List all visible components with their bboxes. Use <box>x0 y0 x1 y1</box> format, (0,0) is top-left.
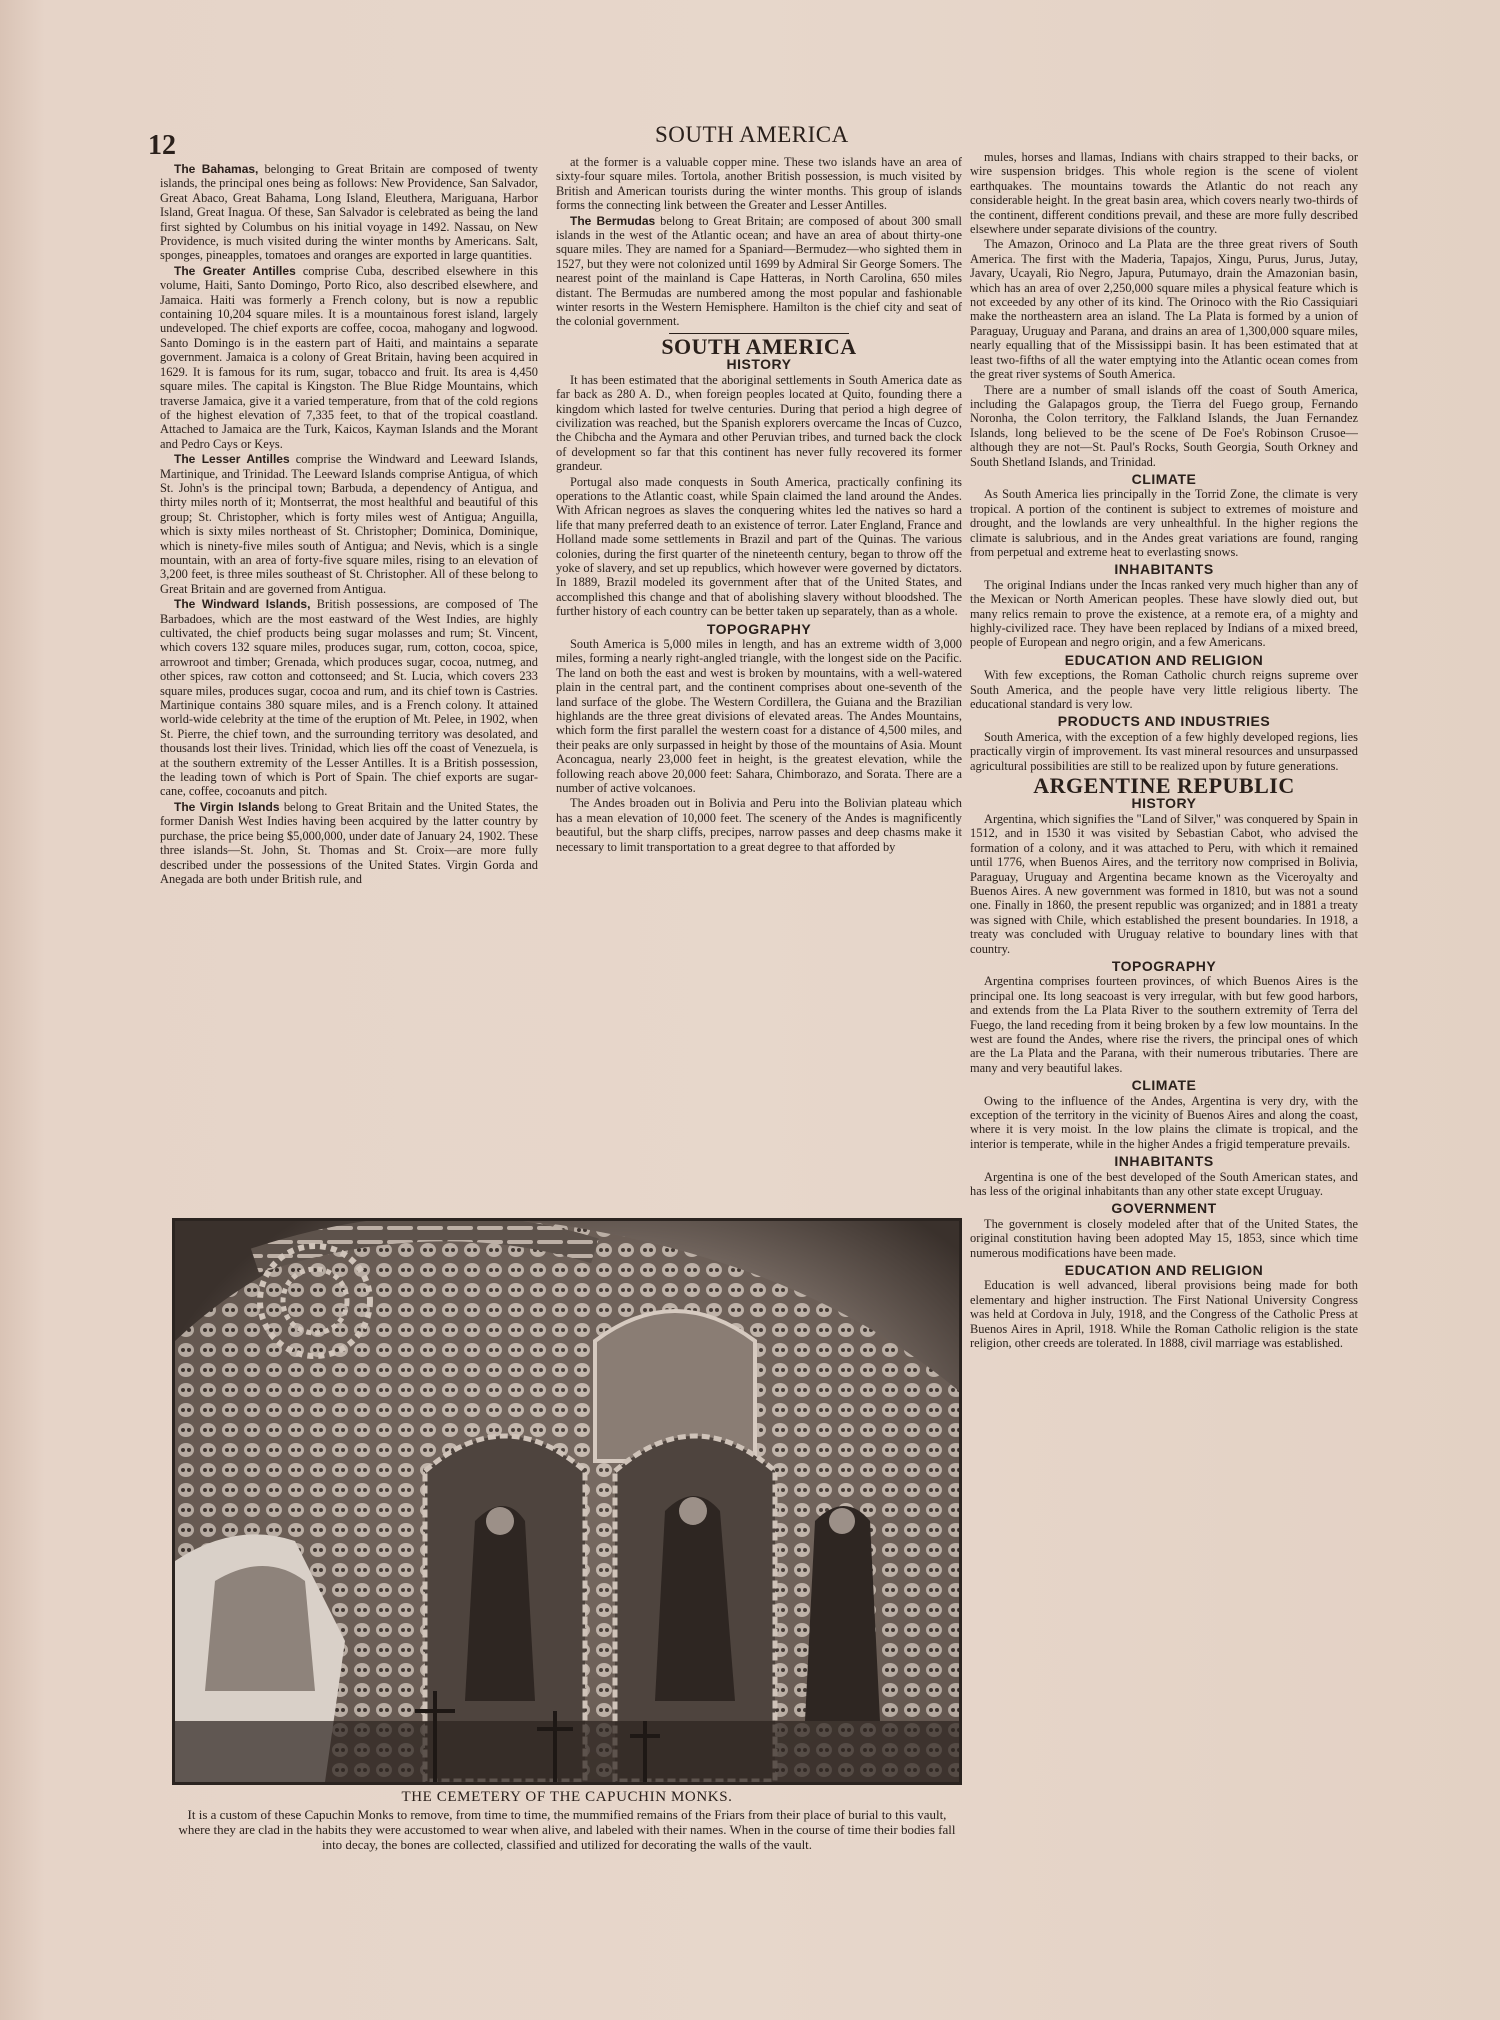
argentina-paragraph: Owing to the influence of the Andes, Argentina is very dry, with the exception of the territory in the vicinity of Buenos Aires and along the coast, where it is very moist. In the low plains the climate is tropical, and the interior is temperate, while in the higher Andes a frigid temperature prevails. <box>970 1093 1358 1151</box>
west-indies-paragraph <box>160 264 538 451</box>
photo-caption <box>172 1790 962 1852</box>
argentina-paragraph: The government is closely modeled after that of the United States, the original constitution having been adopted May 15, 1853, since which time numerous modifications have been made. <box>970 1216 1358 1260</box>
capuchin-cemetery-photo <box>172 1218 962 1785</box>
running-head: SOUTH AMERICA <box>655 122 849 147</box>
west-indies-paragraph <box>160 452 538 596</box>
sa-topography-paragraph: The Amazon, Orinoco and La Plata are the three great rivers of South America. The first with the Maderia, Tapajos, Xingu, Purus, Jurus, Jutay, Javary, Ucayali, Rio Negro, Japura, Putumayo, drain the Amazonian basin, which has an area of over 2,250,000 square miles a physical feature which is not exceeded by any other of its kind. The Orinoco with the Rio Cassiquiari make the northeastern area an island. The La Plata is formed by a union of Paraguay, Uruguay and Parana, and drains an area of 1,300,000 square miles, nearly equalling that of the Mississippi basin. It has been estimated that at least two-fifths of all the water emptying into the Atlantic ocean comes from the great river systems of South America. <box>970 237 1358 382</box>
sa-topography-paragraph: South America is 5,000 miles in length, and has an extreme width of 3,000 miles, forming a nearly right-angled triangle, with the longest side on the Pacific. The land on both the east and west is broken by mountains, with a well-watered plain in the central part, and the continent comprises about one-seventh of the land surface of the globe. The Western Cordillera, the Guiana and the Brazilian highlands are the three great divisions of elevated areas. The Andes Mountains, which form the first parallel the western coast for a distance of 4,500 miles, and their peaks are only surpassed in height by those of the mountains of Asia. Mount Aconcagua, nearly 23,000 feet in height, is the greatest elevation, while the following reach above 20,000 feet: Sahara, Chimborazo, and Sorata. There are a number of active volcanoes. <box>556 637 962 796</box>
paragraph-lead: The Greater Antilles <box>174 263 296 278</box>
paragraph-lead: The Bermudas <box>570 213 656 228</box>
argentina-subhead: EDUCATION AND RELIGION <box>1064 1262 1264 1279</box>
paragraph-text: British possessions, are composed of The Barbadoes, which are the most eastward of the West Indies, are highly cultivated, the chief products being sugar molasses and rum; St. Vincent, which covers 132 square miles, produces sugar, rum, cotton, cocoa, spice, arrowroot and timber; Grenada, which produces sugar, cocoa, nutmeg, and other spices, raw cotton and cottonseed; and St. Lucia, which covers 233 square miles, produces sugar, cocoa and rum, and its chief town is Castries. Martinique contains 380 square miles, and is a French colony. It attained world-wide celebrity at the time of the eruption of Mt. Pelee, in 1902, when St. Pierre, the chief town, and the surrounding territory was desolated, and thousands lost their lives. Trinidad, which lies off the coast of Venezuela, is at the southern extremity of the Lesser Antilles. It is a British possession, the leading town of which is Port of Spain. The chief exports are sugar-cane, coffee, cocoanuts and pitch. <box>160 597 538 799</box>
paragraph-lead: The Windward Islands, <box>174 597 311 612</box>
argentina-subhead: CLIMATE <box>1131 1077 1197 1094</box>
paragraph-text: at the former is a valuable copper mine. These two islands have an area of sixty-four square miles. Tortola, another British possession, is much visited by British and American tourists during the winter months. This group of islands forms the connecting link between the Greater and Lesser Antilles. <box>556 155 962 213</box>
south-america-subhead: EDUCATION AND RELIGION <box>1064 651 1264 668</box>
west-indies-paragraph <box>160 597 538 799</box>
caption-text: It is a custom of these Capuchin Monks to remove, from time to time, the mummified remains of the Friars from their place of burial to this vault, where they are clad in the habits they were accustomed to wear when alive, and labeled with their names. When in the course of time their bodies fall into decay, the bones are collected, classified and utilized for decorating the walls of the vault. <box>178 1807 956 1852</box>
sa-topography-paragraph: The Andes broaden out in Bolivia and Peru into the Bolivian plateau which has a mean elevation of 10,000 feet. The scenery of the Andes is magnificently beautiful, but the sharp cliffs, precipes, narrow passes and deep chasms make it necessary to limit transportation to a great degree to that afforded by <box>556 796 962 854</box>
photo-image <box>175 1221 959 1782</box>
paragraph-text: comprise Cuba, described elsewhere in this volume, Haiti, Santo Domingo, Porto Rico, also described elsewhere, and Jamaica. Haiti was formerly a French colony, but is now a republic containing 10,204 square miles. It is a mountainous forest island, largely undeveloped. The chief exports are coffee, cocoa, mahogany and logwood. Santo Domingo is in the eastern part of Haiti, and maintains a separate government. Jamaica is a colony of Great Britain, having been acquired in 1629. It is famous for its rum, sugar, tobacco and fruit. Its area is 4,450 square miles. The capital is Kingston. The Blue Ridge Mountains, which traverse Jamaica, give it a varied temperature, from that of the cold regions of the highest elevation of 7,335 feet, to that of the tropical coastland. Attached to Jamaica are the Turk, Kaicos, Kayman Islands and the Morant and Pedro Cays or Keys. <box>160 263 538 451</box>
subhead-topography: TOPOGRAPHY <box>706 620 812 637</box>
column-3 <box>970 150 1358 1895</box>
subhead-history: HISTORY <box>726 356 792 373</box>
argentina-subhead: TOPOGRAPHY <box>1111 957 1217 974</box>
south-america-paragraph: The original Indians under the Incas ranked very much higher than any of the Mexican or North American peoples. These have slowly died out, but many relics remain to prove the existence, at a remote era, of a mighty and highly-civilized race. They have been replaced by Indians of a mixed breed, people of European and negro origin, and a few Americans. <box>970 577 1358 650</box>
west-indies-paragraph <box>556 214 962 329</box>
west-indies-paragraph <box>160 800 538 886</box>
argentina-paragraph: Argentina comprises fourteen provinces, of which Buenos Aires is the principal one. Its long seacoast is very irregular, with but few good harbors, and extends from the La Plata River to the southern extremity of Terra del Fuego, the land receding from it being broken by a few low mountains. In the west are found the Andes, where rise the rivers, the principal ones of which are the La Plata and the Parana, with their numerous tributaries. There are many and very beautiful lakes. <box>970 974 1358 1075</box>
paragraph-text: belong to Great Britain; are composed of about 300 small islands in the west of the Atlantic ocean; and have an area of about thirty-one square miles. They are named for a Spaniard—Bermudez—who sighted them in 1527, but they were not colonized until 1699 by Admiral Sir George Somers. The nearest point of the mainland is Cape Hatteras, in North Carolina, 650 miles distant. The Bermudas are numbered among the most popular and fashionable winter resorts in the Western Hemisphere. Hamilton is the chief city and seat of the colonial government. <box>556 213 962 329</box>
sa-history-paragraph: It has been estimated that the aboriginal settlements in South America date as far back as 280 A. D., when foreign peoples located at Quito, founding there a kingdom which lasted for twelve centuries. During that period a high degree of civilization was reached, but the Spanish explorers overcame the Incas of Cuzco, the Chibcha and the Aymara and other Peruvian tribes, and turned back the clock of development so far that this continent has never fully recovered its former grandeur. <box>556 372 962 474</box>
south-america-subhead: INHABITANTS <box>1114 561 1214 578</box>
west-indies-paragraph <box>160 162 538 263</box>
sa-history-paragraph: Portugal also made conquests in South America, practically confining its operations to the Atlantic coast, while Spain claimed the land around the Andes. With African negroes as slaves the conquering whites led the natives so hard a life that many preferred death to an existence of terror. Later England, France and Holland made some settlements in Brazil and part of the Quinas. The various colonies, during the first quarter of the nineteenth century, began to throw off the yoke of slavery, and set up republics, which however were governed by dictators. In 1889, Brazil modeled its government after that of the United States, and accomplished this change and that of abolishing slavery without bloodshed. The further history of each country can be better taken up separately, than as a whole. <box>556 474 962 619</box>
south-america-subhead: CLIMATE <box>1131 470 1197 487</box>
south-america-paragraph: With few exceptions, the Roman Catholic church reigns supreme over South America, and the people have very little religious liberty. The educational standard is very low. <box>970 668 1358 712</box>
column-1 <box>160 162 538 1220</box>
paragraph-lead: The Bahamas, <box>174 162 259 176</box>
argentina-subhead: GOVERNMENT <box>1111 1200 1217 1217</box>
argentina-paragraph: Argentina, which signifies the "Land of Silver," was conquered by Spain in 1512, and in 1530 it was visited by Sebastian Cabot, who advised the formation of a colony, and it was attached to Peru, with which it remained until 1776, when Buenos Aires, and the territory now comprised in Bolivia, Paraguay, Uruguay and Argentina became known as the Viceroyalty and Buenos Aires. A new government was formed in 1810, but was not a sound one. Finally in 1860, the present republic was organized; and in 1881 a treaty was signed with Chile, which established the present boundaries. In 1918, a treaty was concluded with Uruguay relative to boundary lines with that country. <box>970 811 1358 956</box>
south-america-subhead: PRODUCTS AND INDUSTRIES <box>1057 713 1271 730</box>
argentina-subhead: HISTORY <box>1131 795 1197 812</box>
argentina-subhead: INHABITANTS <box>1114 1153 1214 1170</box>
south-america-paragraph: South America, with the exception of a few highly developed regions, lies practically virgin of improvement. Its vast mineral resources and unsurpassed agricultural possibilities are still to be realized upon by future generations. <box>970 729 1358 773</box>
section-title-south-america: SOUTH AMERICA <box>661 333 857 359</box>
argentina-paragraph: Argentina is one of the best developed of the South American states, and has less of the original inhabitants than any other state except Uruguay. <box>970 1169 1358 1199</box>
column-2 <box>556 155 962 1203</box>
argentina-paragraph: Education is well advanced, liberal provisions being made for both elementary and higher instruction. The First National University Congress was held at Cordova in July, 1918, and the Congress of the Catholic Press at Buenos Aires in April, 1918. While the Roman Catholic religion is the state religion, other creeds are tolerated. In 1888, civil marriage was established. <box>970 1278 1358 1351</box>
south-america-paragraph: As South America lies principally in the Torrid Zone, the climate is very tropical. A portion of the continent is subject to extremes of moisture and drought, and the lowlands are very unhealthful. In the higher regions the climate is salubrious, and in the Andes great variations are found, ranging from perpetual and extreme heat to everlasting snows. <box>970 487 1358 559</box>
paragraph-lead: The Lesser Antilles <box>174 452 290 467</box>
paragraph-text: belonging to Great Britain are composed of twenty islands, the principal ones being as follows: New Providence, San Salvador, Great Abaco, Great Bahama, Long Island, Eleuthera, Mariguana, Harbor Island, Great Inagua. Of these, San Salvador is celebrated as being the land first sighted by Columbus on his initial voyage in 1492. Nassau, on New Providence, is much visited during the winter months by Americans. Salt, sponges, pineapples, tomatoes and oranges are exported in large quantities. <box>160 162 538 263</box>
sa-topography-paragraph: mules, horses and llamas, Indians with chairs strapped to their backs, or wire suspension bridges. This whole region is the scene of violent earthquakes. The mountains towards the Atlantic do not reach any considerable height. In the great basin area, which covers nearly two-thirds of the continent, different conditions prevail, and these are more fully described elsewhere under separate divisions of the country. <box>970 150 1358 237</box>
paragraph-text: belong to Great Britain and the United States, the former Danish West Indies having been acquired by the latter country by purchase, the price being $5,000,000, under date of January 24, 1902. These three islands—St. John, St. Thomas and St. Croix—are more fully described under the possessions of the United States. Virgin Gorda and Anegada are both under British rule, and <box>160 799 538 886</box>
paragraph-lead: The Virgin Islands <box>174 799 280 814</box>
page-number: 12 <box>148 130 176 161</box>
sa-topography-paragraph: There are a number of small islands off the coast of South America, including the Galapagos group, the Tierra del Fuego group, Fernando Noronha, the Colon territory, the Falkland Islands, the Juan Fernandez Islands, long believed to be the scene of De Foe's Robinson Crusoe—although they are not—St. Paul's Rocks, South Georgia, South Orkney and South Shetland Islands, and Trinidad. <box>970 382 1358 469</box>
paragraph-text: comprise the Windward and Leeward Islands, Martinique, and Trinidad. The Leeward Islands comprise Antigua, of which St. John's is the principal town; Barbuda, a dependency of Antigua, and thirty miles north of it; Montserrat, the most healthful and beautiful of this group; St. Christopher, which is forty miles west of Antigua; Anguilla, which is sixty miles northeast of St. Christopher; Dominica, Dominique, which is ninety-five miles south of Antigua; and Nevis, which is a single mountain, with an area of forty-five square miles, rising to an elevation of 3,200 feet, is three miles southeast of St. Christopher. All of these belong to Great Britain and are governed from Antigua. <box>160 452 538 596</box>
west-indies-paragraph <box>556 155 962 213</box>
section-title-argentine-republic: ARGENTINE REPUBLIC <box>1033 773 1295 799</box>
caption-title: THE CEMETERY OF THE CAPUCHIN MONKS. <box>401 1789 733 1805</box>
